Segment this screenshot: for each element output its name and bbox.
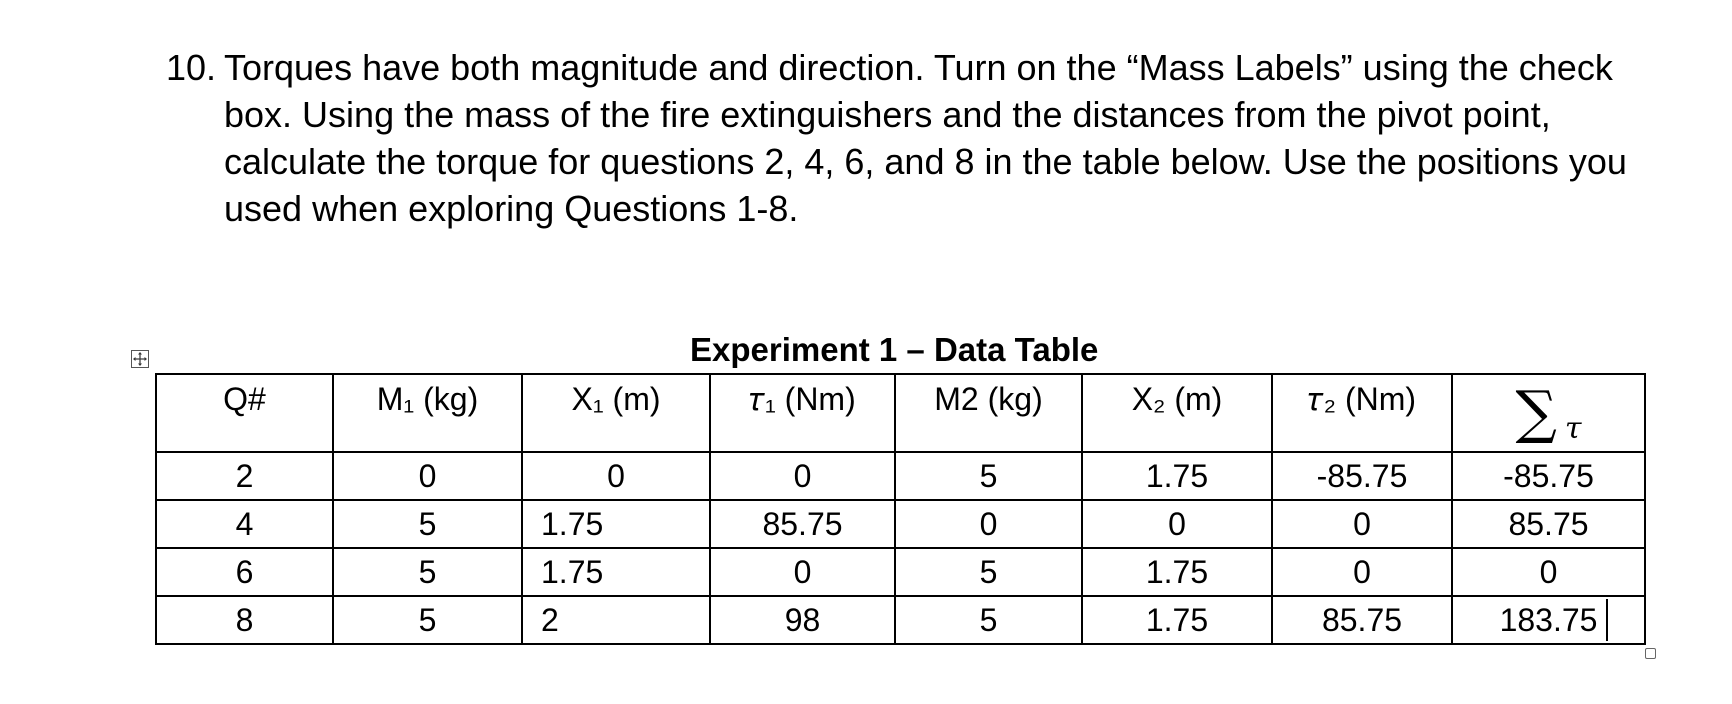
table-header-row	[156, 374, 1645, 452]
table-cell[interactable]: -85.75	[1272, 452, 1452, 500]
table-row	[156, 548, 1645, 596]
table-cell[interactable]: 1.75	[1082, 596, 1272, 644]
header-cell: M₁ (kg)	[333, 374, 522, 452]
table-cell[interactable]: 0	[710, 548, 895, 596]
table-cell[interactable]: 1.75	[522, 548, 710, 596]
table-cell[interactable]: 1.75	[522, 500, 710, 548]
table-cell[interactable]: 0	[710, 452, 895, 500]
table-cell[interactable]: 85.75	[1272, 596, 1452, 644]
table-cell[interactable]: 4	[156, 500, 333, 548]
question-number: 10.	[166, 47, 217, 88]
table-cell[interactable]: 0	[333, 452, 522, 500]
table-cell[interactable]: 5	[895, 596, 1082, 644]
header-cell: 𝜏₁ (Nm)	[710, 374, 895, 452]
table-cell[interactable]: 5	[333, 500, 522, 548]
table-cell[interactable]: 5	[895, 452, 1082, 500]
header-cell-sum-tau	[1452, 374, 1645, 452]
table-move-handle-icon[interactable]	[131, 350, 149, 368]
table-cell[interactable]: 5	[895, 548, 1082, 596]
table-cell[interactable]: 0	[1082, 500, 1272, 548]
table-cell[interactable]: 5	[333, 548, 522, 596]
question-line: Torques have both magnitude and direction. Turn on the “Mass Labels” using the check	[224, 47, 1613, 88]
table-cell[interactable]: 5	[333, 596, 522, 644]
table-cell[interactable]: 2	[522, 596, 710, 644]
table-cell[interactable]	[1452, 596, 1645, 644]
table-cell[interactable]: 2	[156, 452, 333, 500]
cell-border-marker	[1606, 599, 1608, 641]
table-cell[interactable]: 0	[522, 452, 710, 500]
header-cell: 𝜏₂ (Nm)	[1272, 374, 1452, 452]
table-cell[interactable]: 0	[1452, 548, 1645, 596]
table-cell[interactable]: 0	[1272, 548, 1452, 596]
question-10	[166, 44, 1636, 232]
table-cell[interactable]: 6	[156, 548, 333, 596]
table-cell[interactable]: 1.75	[1082, 452, 1272, 500]
table-cell[interactable]: -85.75	[1452, 452, 1645, 500]
table-title: Experiment 1 – Data Table	[690, 331, 1099, 368]
table-cell[interactable]: 85.75	[1452, 500, 1645, 548]
header-cell: Q#	[156, 374, 333, 452]
table-cell[interactable]: 0	[895, 500, 1082, 548]
header-cell: X₂ (m)	[1082, 374, 1272, 452]
table-row	[156, 500, 1645, 548]
cell-value: 183.75	[1499, 601, 1598, 638]
tau-symbol: 𝜏	[1564, 411, 1582, 446]
table-row	[156, 596, 1645, 644]
table-cell[interactable]: 8	[156, 596, 333, 644]
question-line: calculate the torque for questions 2, 4, 6, and 8 in the table below. Use the positions you	[224, 141, 1627, 182]
table-cell[interactable]: 85.75	[710, 500, 895, 548]
table-cell[interactable]: 98	[710, 596, 895, 644]
data-table	[155, 373, 1646, 645]
table-resize-handle-icon[interactable]	[1645, 648, 1656, 659]
question-line: used when exploring Questions 1-8.	[224, 188, 799, 229]
header-cell: X₁ (m)	[522, 374, 710, 452]
table-row	[156, 452, 1645, 500]
question-text	[224, 44, 1636, 232]
table-cell[interactable]: 0	[1272, 500, 1452, 548]
sigma-symbol: ∑	[1515, 378, 1557, 446]
question-line: box. Using the mass of the fire extinguishers and the distances from the pivot point,	[224, 94, 1551, 135]
table-cell[interactable]: 1.75	[1082, 548, 1272, 596]
header-cell: M2 (kg)	[895, 374, 1082, 452]
